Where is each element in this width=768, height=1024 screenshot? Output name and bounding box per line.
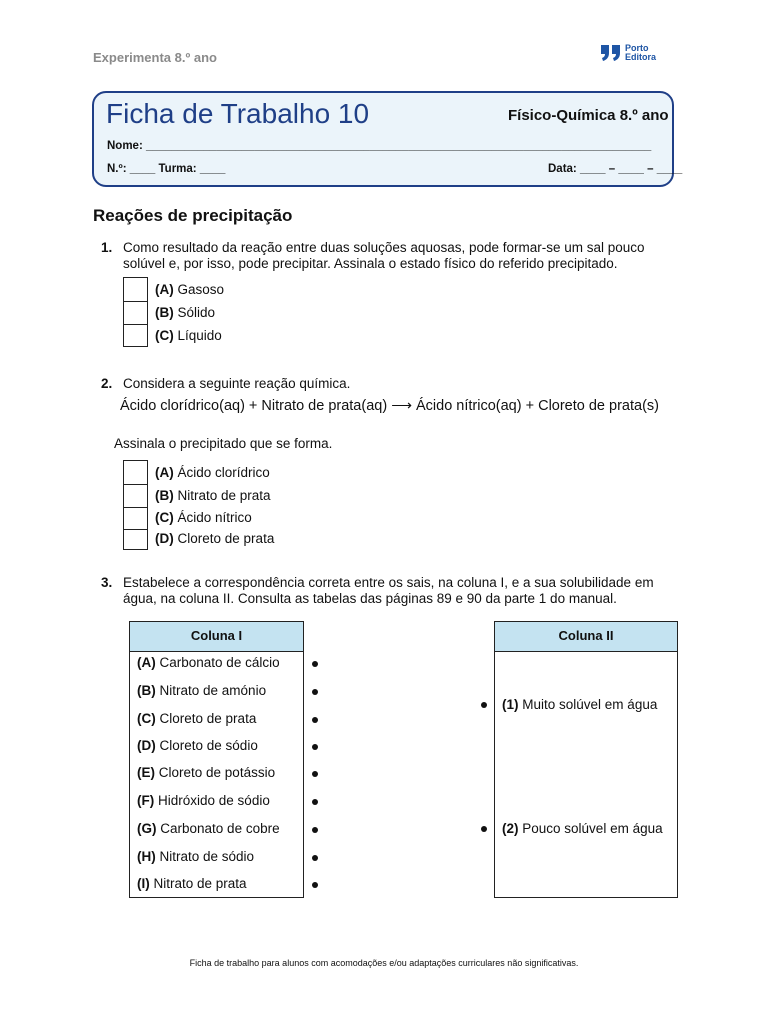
question-1-text: Como resultado da reação entre duas soluções aquosas, pode formar-se um sal pouco solúvel e, por isso, pode precipitar. Assinala o estado físico do referido precipitado. [123, 240, 645, 271]
publisher-quote-icon [601, 45, 621, 61]
column-2-header: Coluna II [495, 622, 677, 652]
column-1-item-g: (G) Carbonato de cobre [137, 821, 280, 836]
date-field[interactable]: Data: ____ – ____ – ____ [548, 163, 683, 175]
q2-option-b[interactable]: (B) Nitrato de prata [155, 488, 271, 503]
question-2-number: 2. [101, 376, 113, 391]
column-1-item-e: (E) Cloreto de potássio [137, 765, 276, 780]
question-2-instruction: Assinala o precipitado que se forma. [114, 436, 333, 451]
series-label: Experimenta 8.º ano [93, 50, 217, 65]
column-1-item-c: (C) Cloreto de prata [137, 711, 257, 726]
column-1-dot-a[interactable] [312, 661, 318, 667]
column-1-dot-g[interactable] [312, 827, 318, 833]
column-1-dot-e[interactable] [312, 771, 318, 777]
question-2-text: Considera a seguinte reação química. [123, 376, 351, 391]
worksheet-title: Ficha de Trabalho 10 [106, 98, 370, 129]
column-1-dot-i[interactable] [312, 882, 318, 888]
column-1-item-i: (I) Nitrato de prata [137, 876, 247, 891]
column-2-item-2: (2) Pouco solúvel em água [502, 821, 663, 836]
q2-option-c[interactable]: (C) Ácido nítrico [155, 510, 252, 525]
column-2-dot-2[interactable] [481, 826, 487, 832]
column-1-dot-f[interactable] [312, 799, 318, 805]
column-1-dot-d[interactable] [312, 744, 318, 750]
number-class-field[interactable]: N.º: ____ Turma: ____ [107, 163, 226, 175]
publisher-logo [601, 44, 656, 62]
column-1-dot-h[interactable] [312, 855, 318, 861]
name-field[interactable]: Nome: _______________________________________________________________________________ [107, 140, 652, 152]
column-1-dot-b[interactable] [312, 689, 318, 695]
question-3-text: Estabelece a correspondência correta entre os sais, na coluna I, e a sua solubilidade em água, na coluna II. Consulta as tabelas das páginas 89 e 90 da parte 1 do manual. [123, 575, 654, 606]
chemical-equation: Ácido clorídrico(aq) + Nitrato de prata(aq) ⟶ Ácido nítrico(aq) + Cloreto de prata(s) [120, 398, 659, 414]
column-1-item-d: (D) Cloreto de sódio [137, 738, 258, 753]
column-1-item-h: (H) Nitrato de sódio [137, 849, 255, 864]
question-1-answer-boxes [123, 277, 148, 347]
column-1-item-f: (F) Hidróxido de sódio [137, 793, 270, 808]
q1-option-c[interactable]: (C) Líquido [155, 328, 222, 343]
column-1-dot-c[interactable] [312, 717, 318, 723]
question-3-number: 3. [101, 575, 113, 590]
logo-line-2: Editora [625, 52, 657, 62]
section-title: Reações de precipitação [93, 206, 293, 225]
column-2-dot-1[interactable] [481, 702, 487, 708]
column-1-item-a: (A) Carbonato de cálcio [137, 655, 280, 670]
column-2-item-1: (1) Muito solúvel em água [502, 697, 658, 712]
question-2-answer-boxes [123, 460, 148, 550]
q1-option-b[interactable]: (B) Sólido [155, 305, 216, 320]
q2-option-a[interactable]: (A) Ácido clorídrico [155, 465, 270, 480]
q1-option-a[interactable]: (A) Gasoso [155, 282, 225, 297]
question-1-number: 1. [101, 240, 113, 255]
subject-label: Físico-Química 8.º ano [508, 107, 669, 124]
q2-option-d[interactable]: (D) Cloreto de prata [155, 531, 275, 546]
logo-line-1: Porto [625, 43, 649, 53]
column-2-table [494, 621, 678, 898]
footer-note: Ficha de trabalho para alunos com acomodações e/ou adaptações curriculares não significativas. [189, 958, 579, 968]
column-1-header: Coluna I [130, 622, 303, 652]
column-1-item-b: (B) Nitrato de amónio [137, 683, 267, 698]
